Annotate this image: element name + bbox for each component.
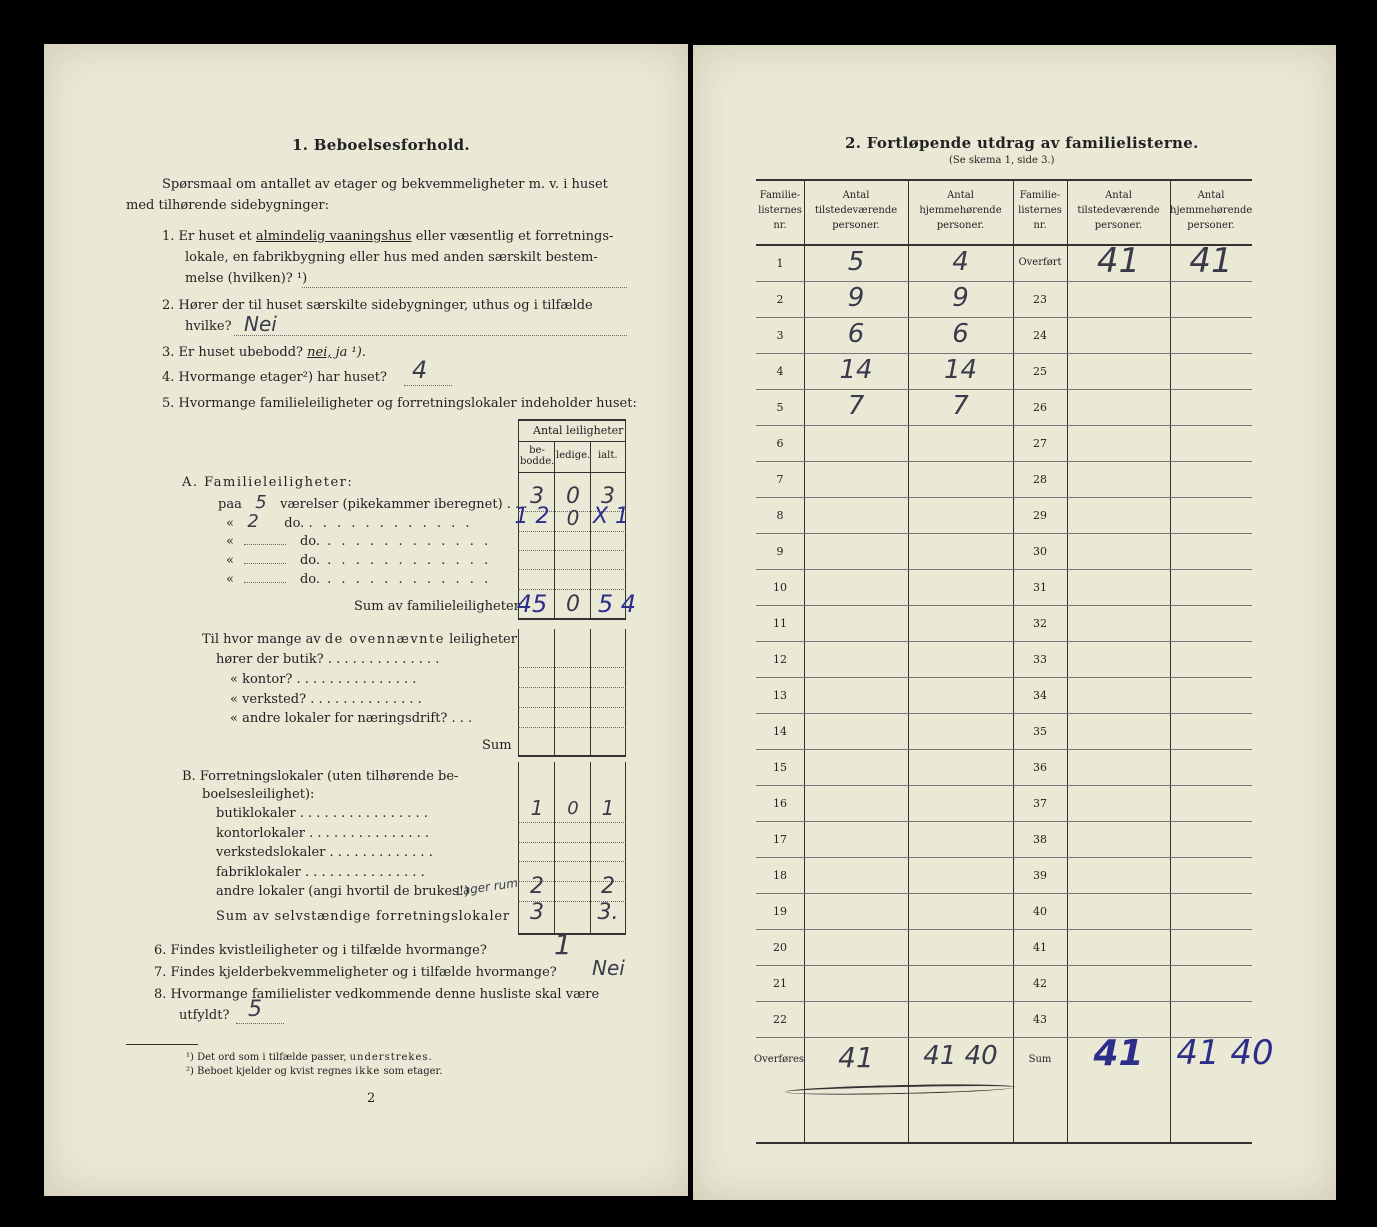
- header-tilstede-right: Antal tilstedeværende personer.: [1077, 190, 1160, 231]
- answer-line: [302, 287, 627, 288]
- question-1-line-1: 1. Er huset et almindelig vaaningshus eller væsentlig et forretnings-: [162, 229, 614, 244]
- sum-selvstaendige-label: Sum av selvstændige forretningslokaler: [216, 909, 510, 924]
- answer-line: [234, 335, 627, 336]
- overfort-hjemme: 41: [1189, 241, 1233, 281]
- a1-ialt: 3: [601, 484, 615, 509]
- tilstede-value: 6: [847, 319, 865, 349]
- list-nr-right: 25: [1033, 365, 1047, 378]
- list-nr-left: 3: [776, 329, 784, 342]
- table-col-line: [518, 629, 519, 755]
- row-rule: [756, 893, 1252, 894]
- table-col-line: [554, 762, 555, 934]
- row-line: [518, 550, 626, 551]
- tilstede-value: 9: [847, 283, 865, 313]
- underlined-answer: almindelig vaaningshus: [255, 229, 412, 244]
- list-nr-left: 5: [776, 401, 784, 414]
- question-4-answer: 4: [412, 356, 428, 384]
- question-1-line-2: lokale, en fabrikbygning eller hus med anden særskilt bestem-: [185, 250, 598, 265]
- list-nr-left: 10: [773, 581, 787, 594]
- question-3: 3. Er huset ubebodd? nei, ja ¹).: [162, 345, 366, 360]
- row-rule: [756, 353, 1252, 354]
- underline-stroke: [785, 1083, 1015, 1097]
- row-line: [518, 569, 626, 570]
- sum-fam-bebodde: 45: [516, 590, 548, 618]
- row-line: [518, 822, 626, 823]
- list-nr-left: 21: [773, 977, 787, 990]
- hjemme-value: 7: [952, 391, 969, 421]
- row-rule: [756, 497, 1252, 498]
- list-nr-right: 34: [1033, 689, 1047, 702]
- question-8-line-2: utfyldt?: [179, 1008, 230, 1023]
- row-a2: « 2 do. . . . . . . . . . . . .: [226, 511, 473, 532]
- col-ledige: ledige.: [556, 450, 591, 461]
- list-nr-right: 23: [1033, 293, 1047, 306]
- list-nr-left: 19: [773, 905, 787, 918]
- section-b-line-1: B. Forretningslokaler (uten tilhørende be-: [182, 769, 459, 784]
- intro-line-2: med tilhørende sidebygninger:: [126, 198, 329, 213]
- section-b-line-2: boelsesleilighet):: [202, 787, 315, 802]
- sum-hjemme: 41 40: [1176, 1033, 1274, 1073]
- right-page: [693, 45, 1336, 1200]
- list-nr-left: 7: [776, 473, 784, 486]
- header-tilstede-left: Antal tilstedeværende personer.: [814, 190, 898, 231]
- row-verksted: « verksted? . . . . . . . . . . . . . .: [230, 692, 422, 707]
- header-nr-left: Familie- listernes nr.: [758, 190, 802, 231]
- butik-ialt: 1: [601, 796, 615, 820]
- butik-ledige: 0: [567, 798, 579, 819]
- row-a4: « do. . . . . . . . . . . . .: [226, 553, 492, 568]
- butik-bebodde: 1: [530, 796, 544, 820]
- row-line: [518, 687, 626, 688]
- row-fabriklokaler: fabriklokaler . . . . . . . . . . . . . . .: [216, 865, 425, 880]
- list-nr-right: 24: [1033, 329, 1047, 342]
- list-nr-right: 32: [1033, 617, 1047, 630]
- row-line: [518, 727, 626, 728]
- overfort-tilstede: 41: [1096, 241, 1141, 281]
- answer-line: [404, 385, 452, 386]
- row-rule: [756, 677, 1252, 678]
- list-nr-right: 30: [1033, 545, 1047, 558]
- intro-line-1: Spørsmaal om antallet av etager og bekvemmeligheter m. v. i huset: [162, 177, 608, 192]
- table-col-line: [1170, 179, 1171, 1143]
- section-2-subtitle: (Se skema 1, side 3.): [949, 155, 1055, 166]
- andre-ialt: 2: [601, 874, 615, 899]
- row-line: [518, 531, 626, 532]
- section-a-heading: A. Familieleiligheter:: [182, 475, 354, 490]
- sum-label: Sum: [1028, 1054, 1052, 1065]
- sum-selv-bebodde: 3: [530, 900, 544, 925]
- list-nr-right: 26: [1033, 401, 1047, 414]
- row-line: [518, 667, 626, 668]
- list-nr-right: 35: [1033, 725, 1047, 738]
- a2-bebodde: 1 2: [514, 504, 550, 529]
- row-rule: [756, 929, 1252, 930]
- row-rule: [756, 965, 1252, 966]
- overfores-hjemme: 41 40: [923, 1041, 998, 1071]
- row-rule: [756, 533, 1252, 534]
- row-line: [518, 861, 626, 862]
- list-nr-left: 6: [776, 437, 784, 450]
- list-nr-left: 11: [773, 617, 787, 630]
- table-bottom-rule: [756, 1142, 1252, 1144]
- list-nr-right: 31: [1033, 581, 1047, 594]
- col-bebodde: be- bodde.: [520, 445, 555, 467]
- list-nr-left: 17: [773, 833, 787, 846]
- andre-lokaler-note: Lager rum: [455, 875, 519, 899]
- footnote-2: ²) Beboet kjelder og kvist regnes ikke som etager.: [186, 1066, 443, 1077]
- row-rule: [756, 281, 1252, 282]
- row-rule: [756, 569, 1252, 570]
- til-hvor-mange: Til hvor mange av de ovennævnte leiligheter: [202, 632, 517, 647]
- table-col-line: [518, 762, 519, 934]
- list-nr-left: 1: [776, 257, 784, 270]
- list-nr-left: 20: [773, 941, 787, 954]
- andre-bebodde: 2: [530, 874, 544, 899]
- list-nr-right: 39: [1033, 869, 1047, 882]
- list-nr-right: 37: [1033, 797, 1047, 810]
- a1-ledige: 0: [566, 484, 580, 509]
- list-nr-left: 16: [773, 797, 787, 810]
- question-4: 4. Hvormange etager²) har huset?: [162, 370, 387, 385]
- list-nr-right: 42: [1033, 977, 1047, 990]
- sum-familieleiligheter-label: Sum av familieleiligheter: [354, 599, 520, 614]
- tilstede-value: 14: [839, 355, 873, 385]
- row-rule: [756, 713, 1252, 714]
- hjemme-value: 6: [952, 319, 969, 349]
- row-line: [518, 707, 626, 708]
- question-7: 7. Findes kjelderbekvemmeligheter og i tilfælde hvormange?: [154, 965, 557, 980]
- list-nr-right: 40: [1033, 905, 1047, 918]
- header-hjemme-left: Antal hjemmehørende personer.: [919, 190, 1002, 231]
- row-rule: [756, 317, 1252, 318]
- row-andre-naering: « andre lokaler for næringsdrift? . . .: [230, 711, 473, 726]
- row-rule: [756, 641, 1252, 642]
- sum-fam-ialt: 5 4: [597, 590, 637, 618]
- row-line: [518, 842, 626, 843]
- row-a3: « do. . . . . . . . . . . . .: [226, 534, 492, 549]
- table-col-line: [1067, 179, 1068, 1143]
- list-nr-right: 29: [1033, 509, 1047, 522]
- question-1-line-3: melse (hvilken)? ¹): [185, 271, 308, 286]
- a2-ledige: 0: [566, 506, 580, 530]
- list-nr-left: 4: [776, 365, 784, 378]
- table-col-line: [590, 629, 591, 755]
- list-nr-left: 22: [773, 1013, 787, 1026]
- overfores-label: Overføres: [753, 1054, 805, 1065]
- row-rule: [756, 857, 1252, 858]
- table-rule: [518, 441, 626, 442]
- list-nr-right: 28: [1033, 473, 1047, 486]
- tilstede-value: 7: [847, 391, 865, 421]
- header-nr-right: Familie- listernes nr.: [1018, 190, 1062, 231]
- row-kontor: « kontor? . . . . . . . . . . . . . . .: [230, 672, 417, 687]
- list-nr-left: 2: [776, 293, 784, 306]
- row-butik: hører der butik? . . . . . . . . . . . . . .: [216, 652, 440, 667]
- question-6-answer: 1: [554, 928, 572, 961]
- row-rule: [756, 785, 1252, 786]
- header-hjemme-right: Antal hjemmehørende personer.: [1170, 190, 1253, 231]
- table-top-rule: [756, 179, 1252, 181]
- row-andre-lokaler: andre lokaler (angi hvortil de brukes!): [216, 884, 470, 899]
- section-2-title: 2. Fortløpende utdrag av familielisterne.: [845, 134, 1199, 152]
- row-rule: [756, 1001, 1252, 1002]
- hjemme-value: 4: [952, 247, 969, 277]
- answer-line: [236, 1023, 284, 1024]
- table-col-line: [625, 762, 626, 934]
- table-rule: [518, 755, 626, 757]
- table-rule: [518, 618, 626, 620]
- question-2-line-1: 2. Hører der til huset særskilte sidebygninger, uthus og i tilfælde: [162, 298, 593, 313]
- table-top-rule: [518, 419, 626, 421]
- sum-tilstede: 41: [1093, 1033, 1144, 1074]
- list-nr-left: 13: [773, 689, 787, 702]
- row-rule: [756, 425, 1252, 426]
- row-a1: paa 5 værelser (pikekammer iberegnet) . . .: [218, 492, 528, 513]
- table-rule: [518, 933, 626, 935]
- table-col-line: [625, 629, 626, 755]
- row-kontorlokaler: kontorlokaler . . . . . . . . . . . . . . .: [216, 826, 429, 841]
- question-7-answer: Nei: [592, 956, 625, 980]
- list-nr-left: 18: [773, 869, 787, 882]
- list-nr-right: 36: [1033, 761, 1047, 774]
- sum-fam-ledige: 0: [566, 592, 580, 617]
- question-2-answer: Nei: [244, 312, 277, 336]
- sum-selv-ialt: 3.: [597, 900, 619, 925]
- row-verkstedslokaler: verkstedslokaler . . . . . . . . . . . . .: [216, 845, 433, 860]
- list-nr-left: 12: [773, 653, 787, 666]
- row-rule: [756, 389, 1252, 390]
- row-rule: [756, 605, 1252, 606]
- list-nr-right: Overført: [1018, 257, 1062, 268]
- list-nr-left: 14: [773, 725, 787, 738]
- page-number: 2: [367, 1091, 376, 1106]
- table-col-line: [554, 629, 555, 755]
- row-butiklokaler: butiklokaler . . . . . . . . . . . . . . . .: [216, 806, 428, 821]
- list-nr-right: 27: [1033, 437, 1047, 450]
- col-ialt: ialt.: [598, 450, 618, 461]
- tilstede-value: 5: [847, 247, 865, 277]
- list-nr-left: 8: [776, 509, 784, 522]
- list-nr-left: 9: [776, 545, 784, 558]
- question-2-line-2: hvilke?: [185, 319, 232, 334]
- list-nr-left: 15: [773, 761, 787, 774]
- left-page: [44, 44, 688, 1196]
- table-rule: [518, 472, 626, 473]
- row-rule: [756, 821, 1252, 822]
- row-rule: [756, 461, 1252, 462]
- footnote-rule: [126, 1044, 198, 1045]
- hjemme-value: 9: [952, 283, 969, 313]
- question-5: 5. Hvormange familieleiligheter og forretningslokaler indeholder huset:: [162, 396, 637, 411]
- list-nr-right: 41: [1033, 941, 1047, 954]
- section-1-title: 1. Beboelsesforhold.: [292, 136, 470, 154]
- list-nr-right: 33: [1033, 653, 1047, 666]
- a1-bebodde: 3: [530, 484, 544, 509]
- overfores-tilstede: 41: [838, 1041, 874, 1074]
- question-6: 6. Findes kvistleiligheter og i tilfælde hvormange?: [154, 943, 487, 958]
- footnote-1: ¹) Det ord som i tilfælde passer, understrekes.: [186, 1052, 433, 1063]
- hjemme-value: 14: [943, 355, 978, 385]
- list-nr-right: 43: [1033, 1013, 1047, 1026]
- question-8-answer: 5: [248, 997, 262, 1022]
- row-rule: [756, 749, 1252, 750]
- row-a5: « do. . . . . . . . . . . . .: [226, 572, 492, 587]
- sum-label: Sum: [482, 738, 512, 753]
- table-header: Antal leiligheter: [533, 424, 624, 437]
- question-8-line-1: 8. Hvormange familielister vedkommende denne husliste skal være: [154, 987, 600, 1002]
- list-nr-right: 38: [1033, 833, 1047, 846]
- a2-ialt: X 1: [592, 504, 630, 529]
